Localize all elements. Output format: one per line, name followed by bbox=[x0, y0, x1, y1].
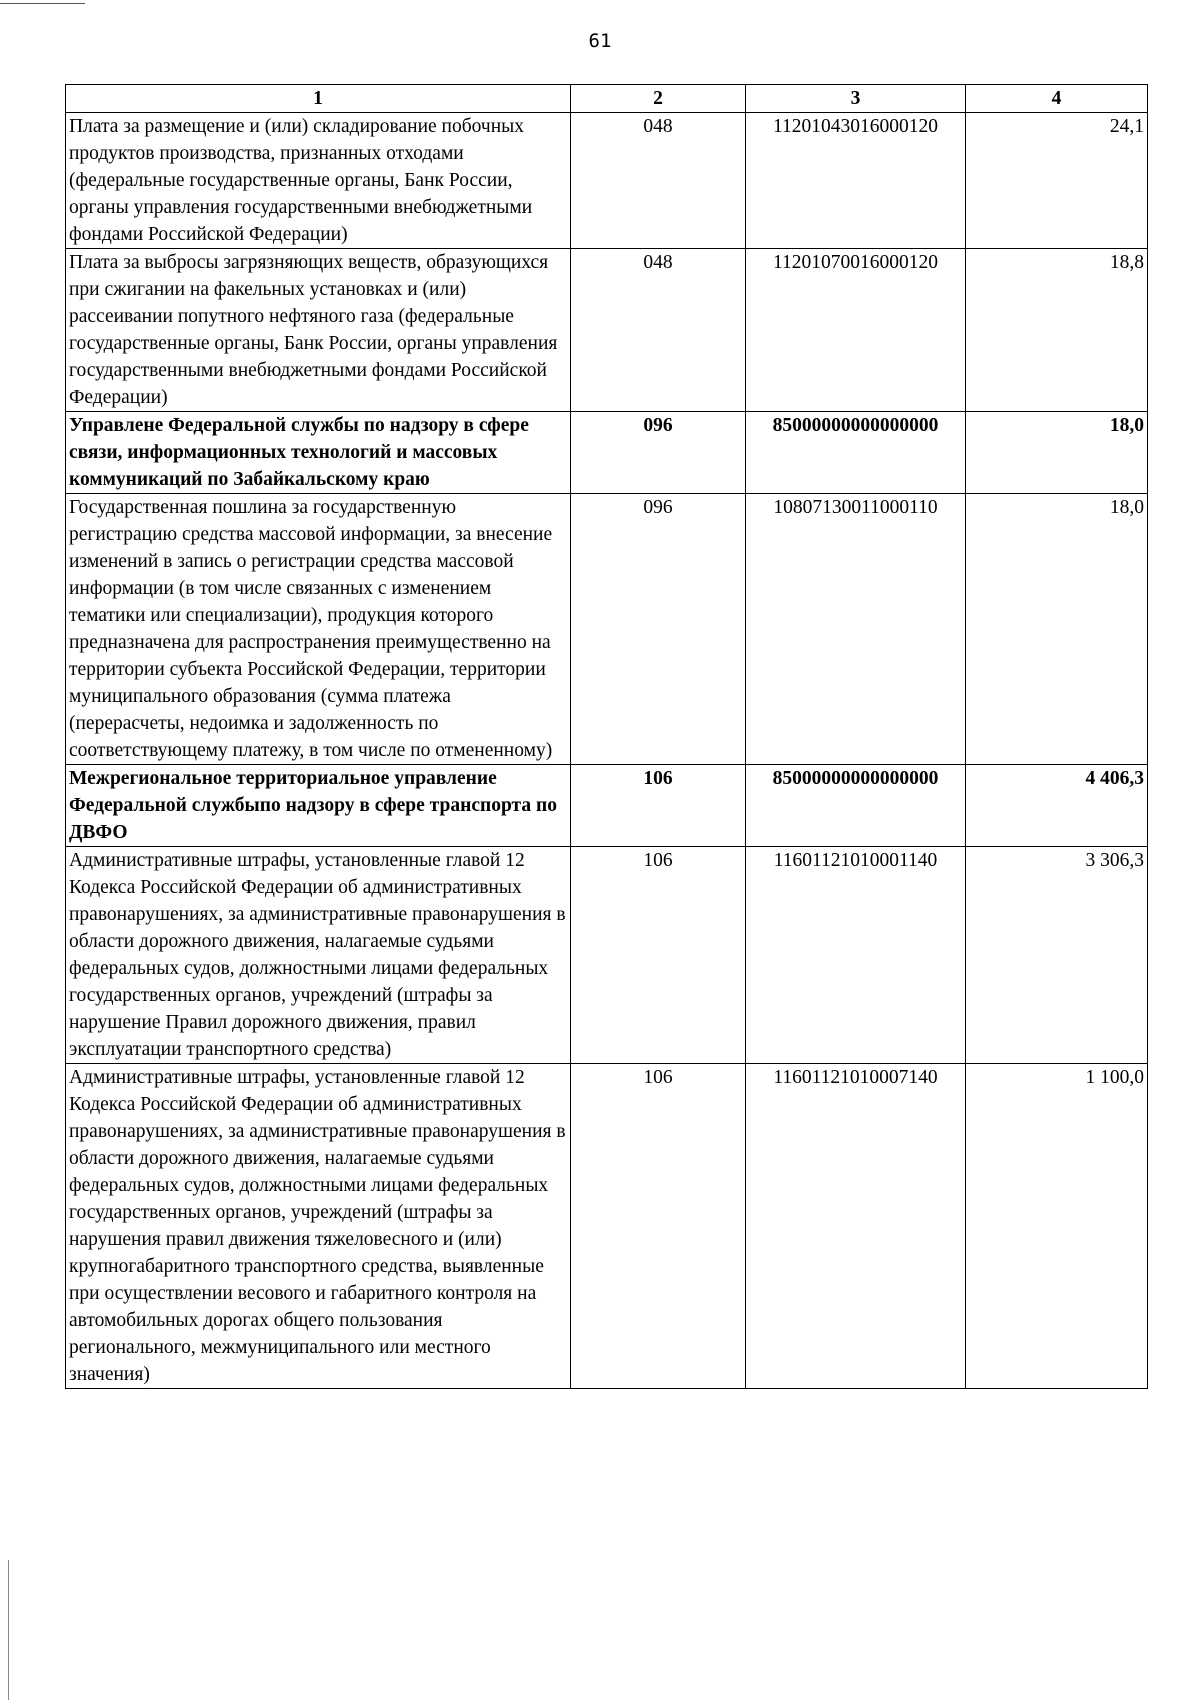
table-row bbox=[66, 847, 1148, 1064]
budget-code: 11201070016000120 bbox=[746, 249, 966, 412]
table-row-section bbox=[66, 765, 1148, 847]
table-row-section bbox=[66, 412, 1148, 494]
income-name: Плата за размещение и (или) складирование побочных продуктов производства, признанных отходами (федеральные государственные органы, Банк России, органы управления государственными внебюджетными фондами Российской Федерации) bbox=[66, 113, 571, 249]
budget-code: 85000000000000000 bbox=[746, 412, 966, 494]
admin-code: 096 bbox=[571, 494, 746, 765]
scan-line-left bbox=[8, 1560, 9, 1700]
budget-code: 10807130011000110 bbox=[746, 494, 966, 765]
amount: 18,0 bbox=[966, 412, 1148, 494]
amount: 18,0 bbox=[966, 494, 1148, 765]
income-name: Государственная пошлина за государственную регистрацию средства массовой информации, за внесение изменений в запись о регистрации средства массовой информации (в том числе связанных с изменением тематики или специализации), продукция которого предназначена для распространения преимущественно на территории субъекта Российской Федерации, территории муниципального образования (сумма платежа (перерасчеты, недоимка и задолженность по соответствующему платежу, в том числе по отмененному) bbox=[66, 494, 571, 765]
table-row bbox=[66, 113, 1148, 249]
administrator-name: Межрегиональное территориальное управление Федеральной службыпо надзору в сфере транспорта по ДВФО bbox=[66, 765, 571, 847]
amount: 24,1 bbox=[966, 113, 1148, 249]
amount: 18,8 bbox=[966, 249, 1148, 412]
admin-code: 096 bbox=[571, 412, 746, 494]
admin-code: 048 bbox=[571, 249, 746, 412]
scan-line-top bbox=[0, 3, 85, 4]
income-name: Административные штрафы, установленные главой 12 Кодекса Российской Федерации об административных правонарушениях, за административные правонарушения в области дорожного движения, налагаемые судьями федеральных судов, должностными лицами федеральных государственных органов, учреждений (штрафы за нарушение Правил дорожного движения, правил эксплуатации транспортного средства) bbox=[66, 847, 571, 1064]
budget-code: 11601121010001140 bbox=[746, 847, 966, 1064]
admin-code: 106 bbox=[571, 847, 746, 1064]
budget-code: 11201043016000120 bbox=[746, 113, 966, 249]
budget-code: 11601121010007140 bbox=[746, 1064, 966, 1389]
amount: 1 100,0 bbox=[966, 1064, 1148, 1389]
column-header: 3 bbox=[746, 85, 966, 113]
header-row bbox=[66, 85, 1148, 113]
admin-code: 048 bbox=[571, 113, 746, 249]
table-row bbox=[66, 494, 1148, 765]
table-row bbox=[66, 1064, 1148, 1389]
page-number: 61 bbox=[588, 30, 612, 52]
administrator-name: Управлене Федеральной службы по надзору в сфере связи, информационных технологий и массовых коммуникаций по Забайкальскому краю bbox=[66, 412, 571, 494]
column-header: 1 bbox=[66, 85, 571, 113]
amount: 4 406,3 bbox=[966, 765, 1148, 847]
column-header: 4 bbox=[966, 85, 1148, 113]
budget-table bbox=[65, 84, 1148, 1389]
income-name: Административные штрафы, установленные главой 12 Кодекса Российской Федерации об административных правонарушениях, за административные правонарушения в области дорожного движения, налагаемые судьями федеральных судов, должностными лицами федеральных государственных органов, учреждений (штрафы за нарушения правил движения тяжеловесного и (или) крупногабаритного транспортного средства, выявленные при осуществлении весового и габаритного контроля на автомобильных дорогах общего пользования регионального, межмуниципального или местного значения) bbox=[66, 1064, 571, 1389]
amount: 3 306,3 bbox=[966, 847, 1148, 1064]
income-name: Плата за выбросы загрязняющих веществ, образующихся при сжигании на факельных установках и (или) рассеивании попутного нефтяного газа (федеральные государственные органы, Банк России, органы управления государственными внебюджетными фондами Российской Федерации) bbox=[66, 249, 571, 412]
table-row bbox=[66, 249, 1148, 412]
budget-code: 85000000000000000 bbox=[746, 765, 966, 847]
column-header: 2 bbox=[571, 85, 746, 113]
admin-code: 106 bbox=[571, 765, 746, 847]
admin-code: 106 bbox=[571, 1064, 746, 1389]
